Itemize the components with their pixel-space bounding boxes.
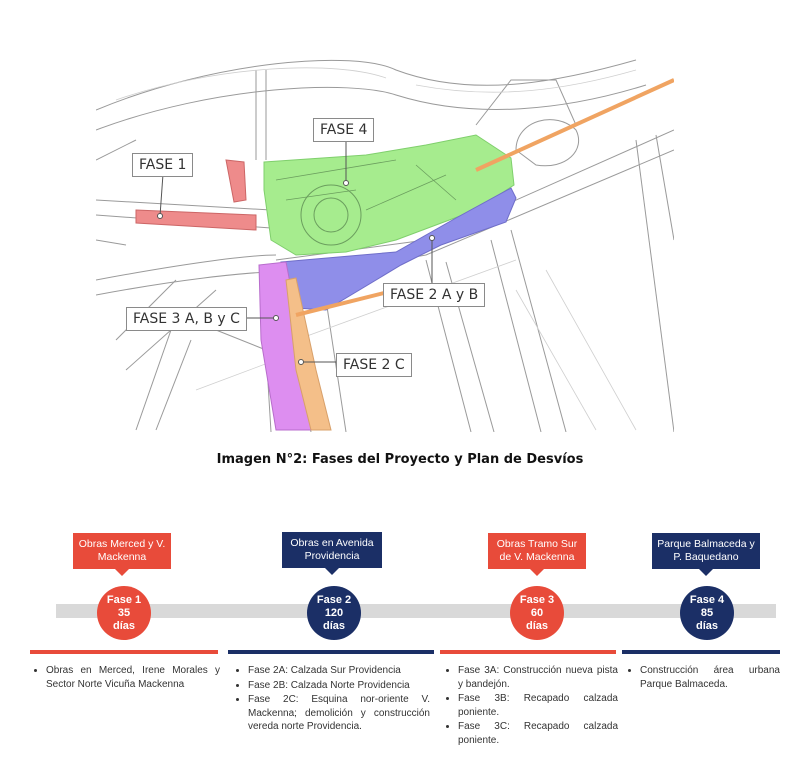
timeline-track	[56, 604, 776, 618]
phase-4-header: Parque Balmaceda y P. Baquedano	[652, 533, 760, 569]
label-fase-2ab: FASE 2 A y B	[383, 283, 485, 307]
phase-2-underline	[228, 650, 434, 654]
label-fase-2c: FASE 2 C	[336, 353, 412, 377]
phase-4-note: • Construcción área urbana Parque Balmaceda.	[640, 664, 780, 691]
phase-1-note: • Obras en Merced, Irene Morales y Sector Norte Vicuña Mackenna	[46, 664, 220, 691]
phase-2-note: • Fase 2C: Esquina nor-oriente V. Mackenna; demolición y construcción vereda norte Providencia.	[248, 693, 430, 734]
phase-1-days: 35	[117, 606, 131, 619]
phase-3-days: 60	[530, 606, 544, 619]
phase-2-title: Fase 2	[316, 593, 352, 606]
label-fase-3: FASE 3 A, B y C	[126, 307, 247, 331]
phase-2-note: • Fase 2B: Calzada Norte Providencia	[248, 679, 430, 693]
phase-2-notes	[232, 664, 430, 735]
figure-caption: Imagen N°2: Fases del Proyecto y Plan de Desvíos	[216, 452, 584, 467]
phase-4-title: Fase 4	[689, 593, 725, 606]
phase-2-note: • Fase 2A: Calzada Sur Providencia	[248, 664, 430, 678]
phase-3-title: Fase 3	[519, 593, 555, 606]
phase-3-header: Obras Tramo Sur de V. Mackenna	[488, 533, 586, 569]
phase-map	[96, 40, 674, 432]
phase-1-header: Obras Merced y V. Mackenna	[73, 533, 171, 569]
phase-1-unit: días	[112, 619, 135, 632]
phase-4-unit: días	[695, 619, 718, 632]
phase-3-notes	[442, 664, 618, 748]
phase-3-note: • Fase 3A: Construcción nueva pista y bandejón.	[458, 664, 618, 691]
phase-3-note: • Fase 3B: Recapado calzada poniente.	[458, 692, 618, 719]
phase-4-underline	[622, 650, 780, 654]
phase-3-unit: días	[525, 619, 548, 632]
phase-2-unit: días	[322, 619, 345, 632]
phase-2-days: 120	[324, 606, 344, 619]
phase-3-badge	[510, 586, 564, 640]
phase-4-badge	[680, 586, 734, 640]
phase-1-badge	[97, 586, 151, 640]
phase-1-title: Fase 1	[106, 593, 142, 606]
phase-4-days: 85	[700, 606, 714, 619]
phase-1-notes	[30, 664, 220, 692]
phase-3-underline	[440, 650, 616, 654]
phase-4-notes	[624, 664, 780, 692]
phase-2-badge	[307, 586, 361, 640]
phase-1-underline	[30, 650, 218, 654]
label-fase-4: FASE 4	[313, 118, 374, 142]
label-fase-1: FASE 1	[132, 153, 193, 177]
phase-3-note: • Fase 3C: Recapado calzada poniente.	[458, 720, 618, 747]
phase-2-header: Obras en Avenida Providencia	[282, 532, 382, 568]
